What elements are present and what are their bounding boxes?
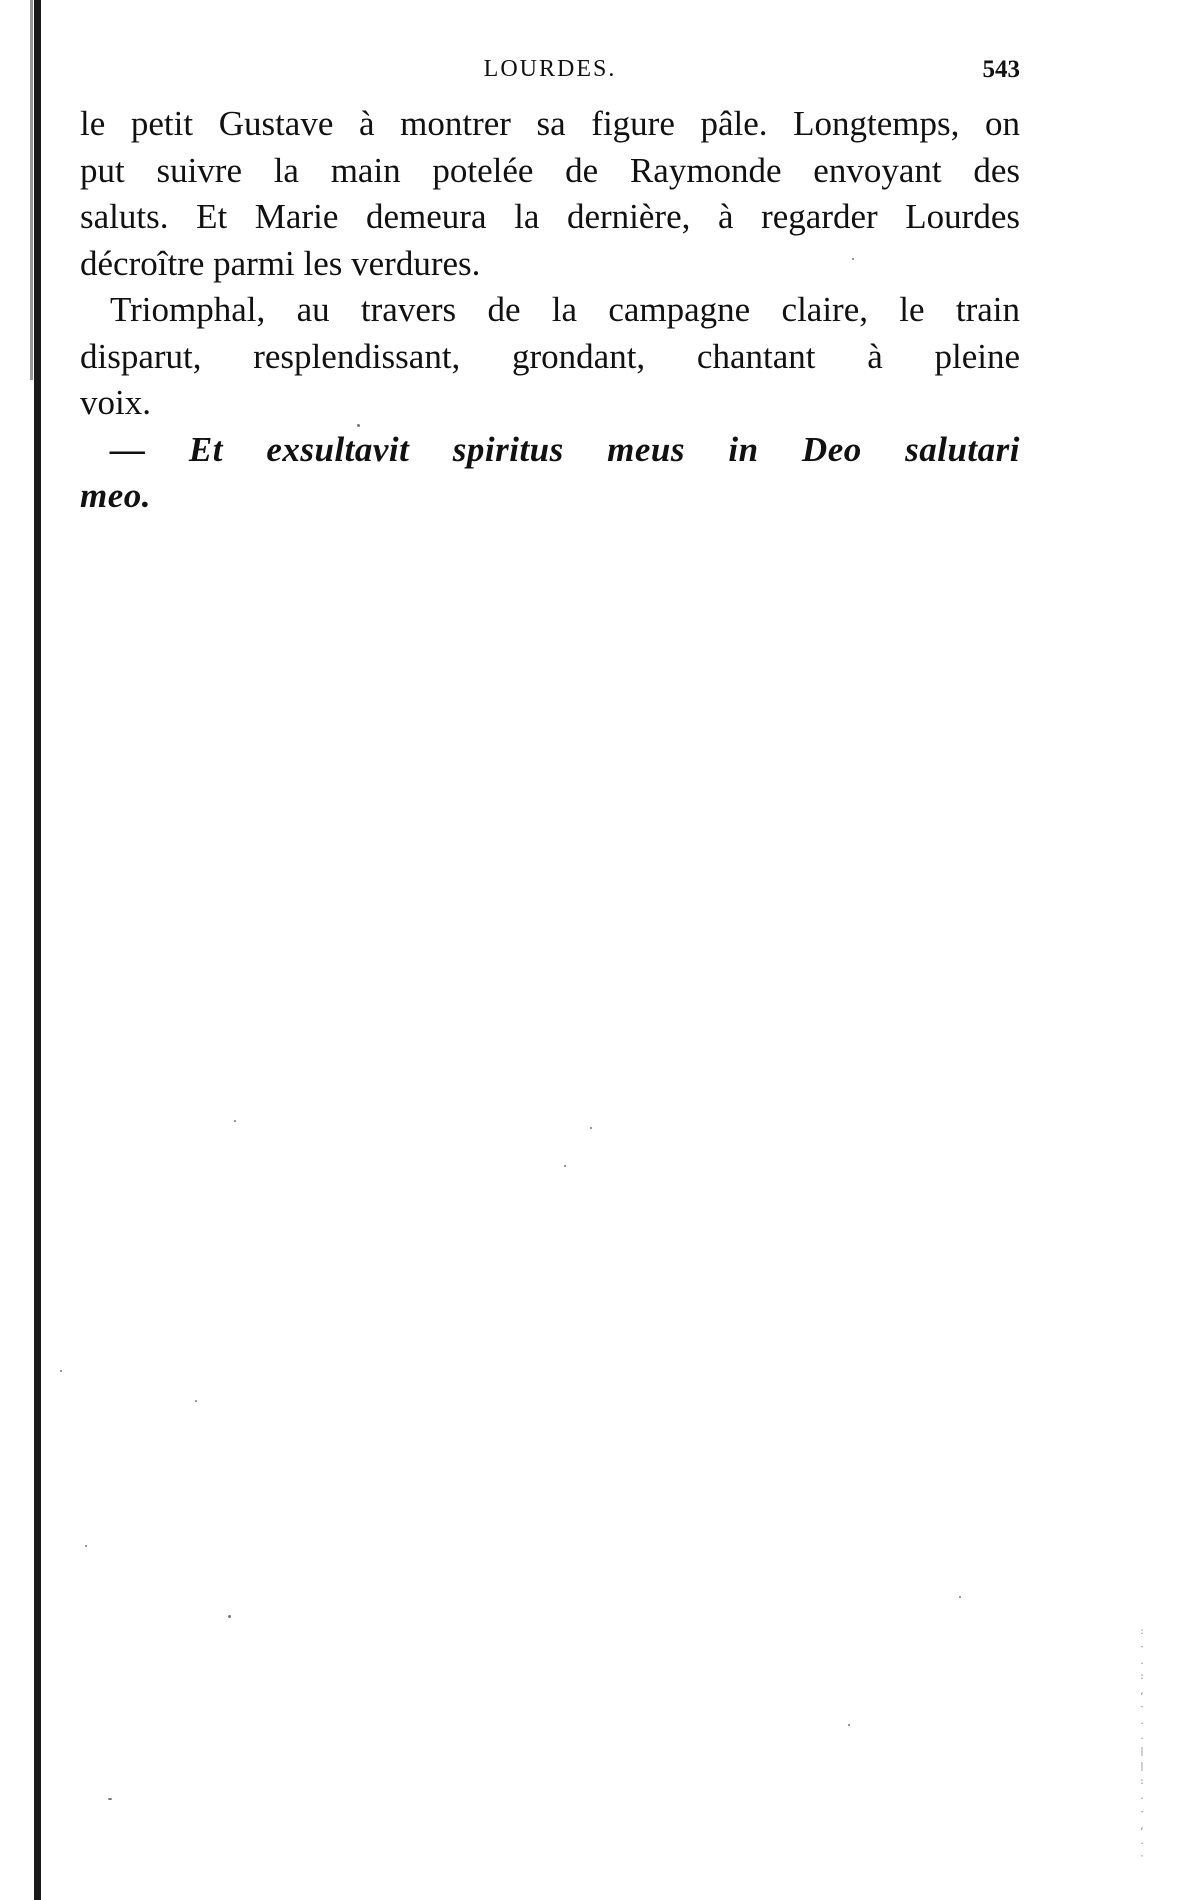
scan-speck — [108, 1798, 112, 1800]
scan-speck — [848, 1724, 850, 1726]
text-line: voix. — [80, 383, 151, 422]
running-head — [80, 56, 1020, 86]
scan-speck — [590, 1127, 592, 1129]
scan-speck — [959, 1596, 961, 1598]
page-number: 543 — [982, 56, 1020, 83]
text-line: décroître parmi les verdures. — [80, 243, 481, 283]
text-line: le petit Gustave à montrer sa figure pâle. Longtemps, on — [80, 104, 1020, 143]
scan-speck — [357, 424, 360, 427]
latin-quote-line: meo. — [80, 476, 152, 515]
text-line: put suivre la main potelée de Raymonde envoyant des — [80, 150, 1020, 190]
scan-speck — [195, 1400, 197, 1402]
scan-speck — [85, 1545, 87, 1547]
margin-scan-marks: : - . : , - . . | | : . - , . · — [1139, 1627, 1145, 1862]
scan-speck — [564, 1165, 566, 1167]
scan-speck — [60, 1370, 62, 1372]
paragraph-start-line: Triomphal, au travers de la campagne claire, le train — [110, 290, 1020, 329]
text-line: saluts. Et Marie demeura la dernière, à regarder Lourdes — [80, 197, 1020, 236]
scan-speck — [852, 258, 854, 260]
scan-speck — [234, 1120, 236, 1122]
running-title: LOURDES. — [483, 56, 617, 82]
latin-quote-line: — Et exsultavit spiritus meus in Deo salutari — [110, 429, 1020, 469]
scan-speck — [228, 1615, 231, 1618]
body-text — [80, 101, 1020, 520]
text-line: disparut, resplendissant, grondant, chantant à pleine — [80, 336, 1020, 376]
binding-edge — [34, 0, 41, 1900]
